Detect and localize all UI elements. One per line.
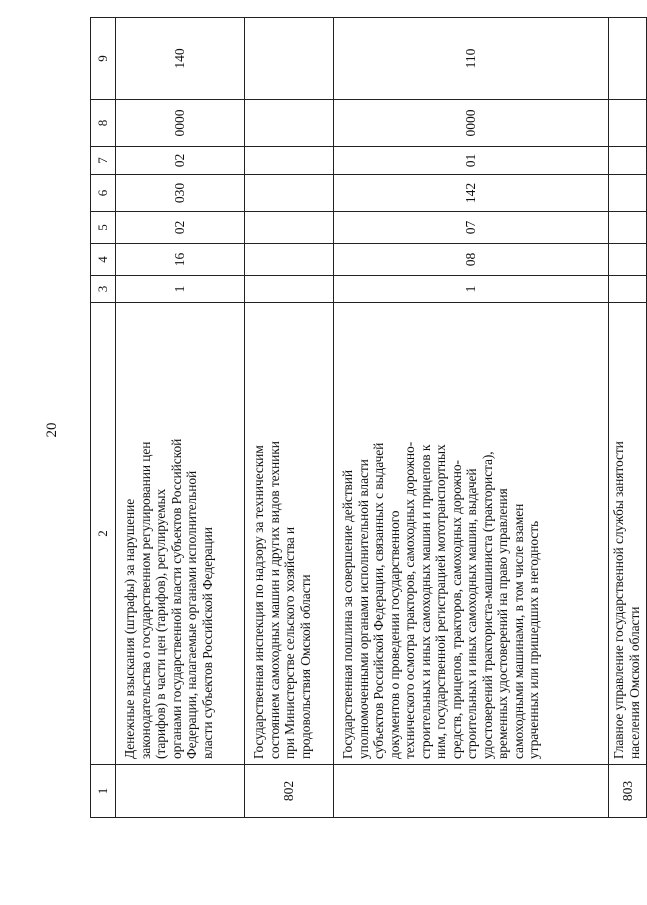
header-cell-5: 5	[91, 212, 116, 244]
code-cell	[245, 276, 334, 303]
code-cell: 1	[116, 276, 245, 303]
header-cell-4: 4	[91, 244, 116, 276]
code-cell: 142	[334, 175, 609, 212]
code-cell: 110	[334, 18, 609, 100]
rotated-table-sheet	[90, 18, 642, 818]
table-row	[116, 18, 245, 818]
header-cell-2: 2	[91, 303, 116, 765]
code-cell	[245, 212, 334, 244]
code-cell	[609, 244, 647, 276]
code-cell	[609, 100, 647, 147]
code-cell: 0000	[116, 100, 245, 147]
code-cell: 16	[116, 244, 245, 276]
code-cell	[609, 175, 647, 212]
code-cell: 02	[116, 147, 245, 175]
description-cell: Государственная пошлина за совершение действий уполномоченными органами исполнительной власти субъектов Российской Федерации, связанных с выдачей документов о проведении государственного технического осмотра тракторов, самоходных дорожно- строительных и иных самоходных машин и прицепов к ним, государственной регистрацией мототранспортных средств, прицепов, тракторов, самоходных дорожно- строительных и иных самоходных машин, выдачей удостоверений тракториста-машиниста (тракториста), временных удостоверений на право управления самоходными машинами, в том числе взамен утраченных или пришедших в негодность	[334, 303, 609, 765]
admin-code-cell	[116, 765, 245, 818]
header-cell-6: 6	[91, 175, 116, 212]
description-cell: Главное управление государственной службы занятости населения Омской области	[609, 303, 647, 765]
admin-code-cell	[334, 765, 609, 818]
page-number: 20	[44, 422, 60, 438]
code-cell	[245, 147, 334, 175]
code-cell	[609, 276, 647, 303]
header-cell-9: 9	[91, 18, 116, 100]
admin-code-cell: 802	[245, 765, 334, 818]
code-cell	[245, 175, 334, 212]
code-cell	[609, 147, 647, 175]
budget-code-table	[90, 17, 647, 818]
code-cell	[245, 244, 334, 276]
description-cell: Государственная инспекция по надзору за техническим состоянием самоходных машин и других видов техники при Министерстве сельского хозяйства и продовольствия Омской области	[245, 303, 334, 765]
admin-code-cell: 803	[609, 765, 647, 818]
code-cell: 08	[334, 244, 609, 276]
code-cell	[245, 100, 334, 147]
table-row	[245, 18, 334, 818]
header-cell-7: 7	[91, 147, 116, 175]
header-cell-8: 8	[91, 100, 116, 147]
code-cell: 02	[116, 212, 245, 244]
description-cell: Денежные взыскания (штрафы) за нарушение законодательства о государственном регулировании цен (тарифов) в части цен (тарифов), регулируемых органами государственной власти субъектов Российской Федерации, налагаемые органами исполнительной власти субъектов Российской Федерации	[116, 303, 245, 765]
code-cell: 1	[334, 276, 609, 303]
code-cell: 030	[116, 175, 245, 212]
header-cell-3: 3	[91, 276, 116, 303]
header-cell-1: 1	[91, 765, 116, 818]
code-cell: 07	[334, 212, 609, 244]
code-cell	[245, 18, 334, 100]
code-cell: 01	[334, 147, 609, 175]
table-row	[609, 18, 647, 818]
code-cell: 140	[116, 18, 245, 100]
table-row	[334, 18, 609, 818]
code-cell	[609, 212, 647, 244]
code-cell	[609, 18, 647, 100]
header-row	[91, 18, 116, 818]
code-cell: 0000	[334, 100, 609, 147]
